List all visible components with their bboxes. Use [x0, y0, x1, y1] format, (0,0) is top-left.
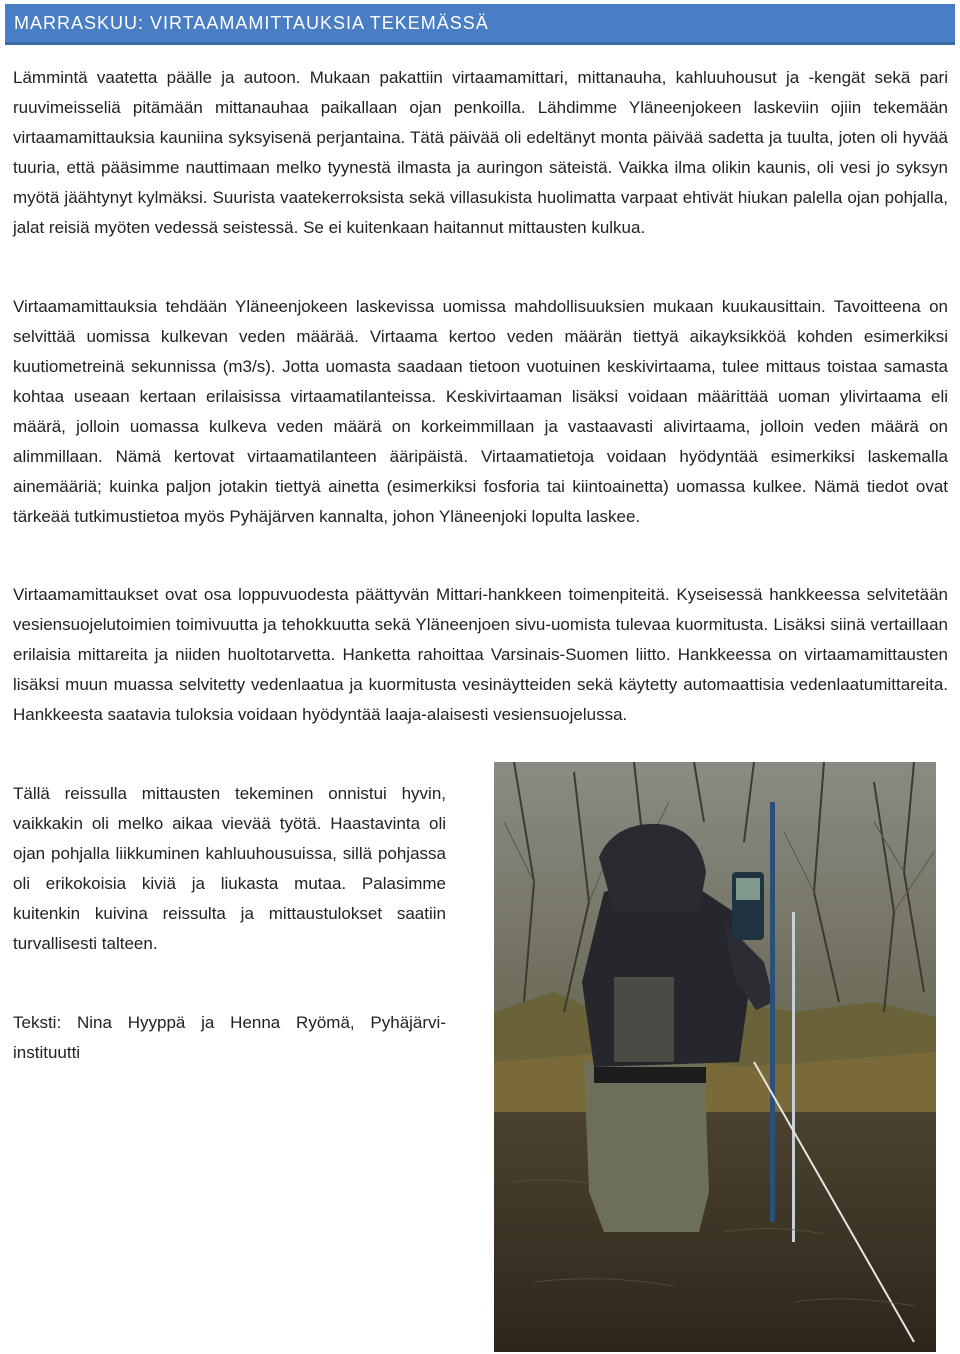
author-credit: Teksti: Nina Hyyppä ja Henna Ryömä, Pyhäjärvi-instituutti	[13, 1013, 446, 1062]
paragraph-intro: Lämmintä vaatetta päälle ja autoon. Mukaan pakattiin virtaamamittari, mittanauha, kahluuhousut ja -kengät sekä pari ruuvimeisseliä pitämään mittanauhaa paikallaan ojan penkoilla. Lähdimme Yläneenjokeen laskeviin ojiin tekemään virtaamamittauksia kauniina syksyisenä perjantaina. Tätä päivää oli edeltänyt monta päivää sadetta ja tuulta, joten oli hyvää tuuria, että pääsimme nauttimaan melko tyynestä ilmasta ja auringon säteistä. Vaikka ilma olikin kaunis, oli vesi jo syksyn myötä jäähtynyt kylmäksi. Suurista vaatekerroksista sekä villasukista huolimatta varpaat ehtivät hiukan palella ojan pohjalla, jalat reisiä myöten vedessä seistessä. Se ei kuitenkaan haitannut mittausten kulkua.	[13, 68, 948, 237]
paragraph-measurements: Virtaamamittauksia tehdään Yläneenjokeen laskevissa uomissa mahdollisuuksien mukaan kuukausittain. Tavoitteena on selvittää uomissa kulkevan veden määrää. Virtaama kertoo veden määrän tiettyä aikayksikköä kohden esimerkiksi kuutiometreinä sekunnissa (m3/s). Jotta uomasta saadaan tietoon vuotuinen keskivirtaama, tulee mittaus toistaa samasta kohtaa useaan kertaan erilaisissa virtaamatilanteissa. Keskivirtaaman lisäksi voidaan määrittää uoman ylivirtaama eli määrä, jolloin uomassa kulkeva veden määrä on korkeimmillaan ja vastaavasti alivirtaama, jolloin veden määrä on alimmillaan. Nämä kertovat virtaamatilanteen ääripäistä. Virtaamatietoja voidaan hyödyntää esimerkiksi laskemalla ainemääriä; kuinka paljon jotakin tiettyä ainetta (esimerkiksi fosforia tai kiintoainetta) uomassa kulkee. Nämä tiedot ovat tärkeää tutkimustietoa myös Pyhäjärven kannalta, johon Yläneenjoki lopulta laskee.	[13, 297, 948, 526]
paragraph-trip: Tällä reissulla mittausten tekeminen onnistui hyvin, vaikkakin oli melko aikaa vievää työtä. Haastavinta oli ojan pohjalla liikkuminen kahluuhousuissa, sillä pohjassa oli erikokoisia kiviä ja liukasta mutaa. Palasimme kuitenkin kuivina reissulta ja mittaustulokset saatiin turvallisesti talteen.	[13, 784, 446, 953]
title-banner	[5, 4, 955, 45]
field-photo	[494, 762, 936, 1352]
page-title: MARRASKUU: VIRTAAMAMITTAUKSIA TEKEMÄSSÄ	[14, 13, 489, 33]
paragraph-project: Virtaamamittaukset ovat osa loppuvuodesta päättyvän Mittari-hankkeen toimenpiteitä. Kyseisessä hankkeessa selvitetään vesiensuojelutoimien toimivuutta ja tehokkuutta sekä Yläneenjoen sivu-uomista tulevaa kuormitusta. Lisäksi siinä vertaillaan erilaisia mittareita ja niiden huoltotarvetta. Hanketta rahoittaa Varsinais-Suomen liitto. Hankkeessa on virtaamamittausten lisäksi muun muassa selvitetty vedenlaatua ja kuormitusta vesinäytteiden sekä käytetty automaattisia vedenlaatumittareita. Hankkeesta saatavia tuloksia voidaan hyödyntää laaja-alaisesti vesiensuojelussa.	[13, 585, 948, 724]
